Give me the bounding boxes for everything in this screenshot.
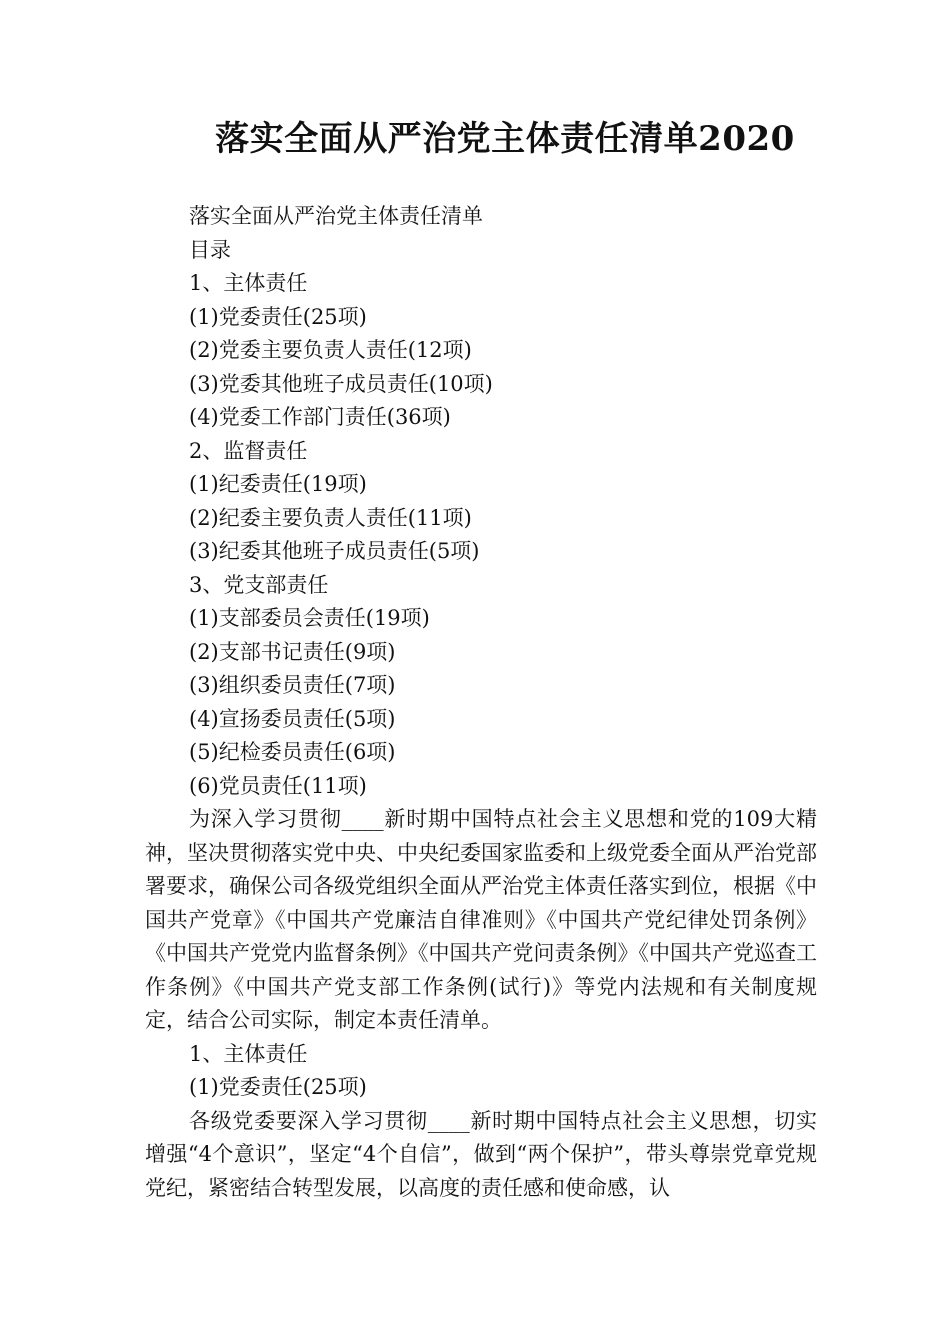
toc-line: 3、党支部责任 — [189, 572, 329, 597]
body-paragraph: 各级党委要深入学习贯彻____新时期中国特点社会主义思想，切实增强“4个意识”，坚定“4个自信”，做到“两个保护”，带头尊崇党章党规党纪，紧密结合转型发展，以高度的责任感和使命感，认 — [145, 1108, 817, 1200]
toc-line: (3)党委其他班子成员责任(10项) — [189, 371, 493, 396]
toc-line: (3)组织委员责任(7项) — [189, 673, 396, 697]
intro-paragraph: 为深入学习贯彻____新时期中国特点社会主义思想和党的109大精神，坚决贯彻落实党中央、中央纪委国家监委和上级党委全面从严治党部署要求，确保公司各级党组织全面从严治党主体责任落实到位，根据《中国共产党章》《中国共产党廉洁自律准则》《中国共产党纪律处罚条例》《中国共产党党内监督条例》《中国共产党问责条例》《中国共产党巡查工作条例》《中国共产党支部工作条例(试行)》等党内法规和有关制度规定，结合公司实际，制定本责任清单。 — [145, 807, 817, 1032]
toc-line: (5)纪检委员责任(6项) — [189, 740, 396, 764]
toc-line: (4)党委工作部门责任(36项) — [189, 405, 451, 429]
toc-line: 落实全面从严治党主体责任清单 — [189, 204, 483, 228]
section-heading: 1、主体责任 — [189, 1041, 308, 1066]
toc-line: 目录 — [189, 237, 231, 262]
document-title: 落实全面从严治党主体责任清单2020 — [215, 119, 795, 159]
toc-line: (2)支部书记责任(9项) — [189, 639, 396, 664]
toc-line: (1)党委责任(25项) — [189, 304, 367, 329]
document-body — [145, 200, 817, 1205]
subsection-heading: (1)党委责任(25项) — [189, 1075, 367, 1099]
toc-line: (2)党委主要负责人责任(12项) — [189, 338, 472, 362]
toc-line: (6)党员责任(11项) — [189, 773, 367, 798]
toc-line: (2)纪委主要负责人责任(11项) — [189, 505, 472, 530]
toc-line: 1、主体责任 — [189, 271, 308, 295]
toc-line: (1)支部委员会责任(19项) — [189, 606, 430, 630]
toc-line: 2、监督责任 — [189, 438, 308, 463]
toc-line: (1)纪委责任(19项) — [189, 472, 367, 496]
toc-line: (4)宣扬委员责任(5项) — [189, 706, 396, 731]
toc-line: (3)纪委其他班子成员责任(5项) — [189, 539, 480, 563]
